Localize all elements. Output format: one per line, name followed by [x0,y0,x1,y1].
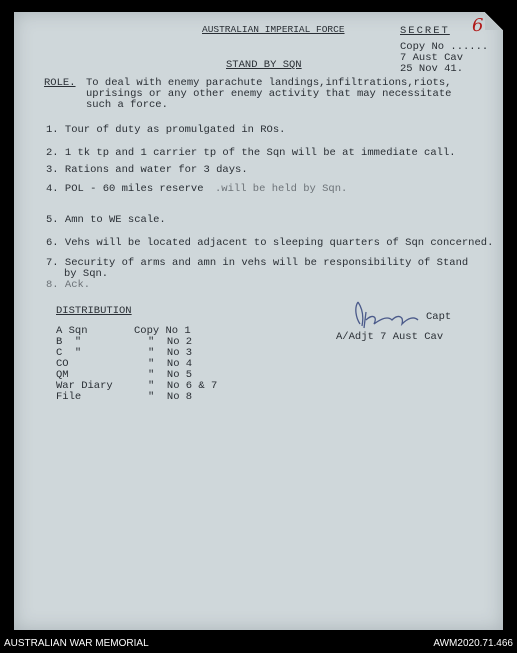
distribution-copy: " No 6 & 7 [148,380,218,392]
item-2: 2. 1 tk tp and 1 carrier tp of the Sqn will be at immediate call. [46,147,456,159]
distribution-title: DISTRIBUTION [56,305,132,317]
item-4: 4. POL - 60 miles reserve [46,183,204,195]
footer-left: AUSTRALIAN WAR MEMORIAL [4,638,149,649]
signature-title: A/Adjt 7 Aust Cav [336,331,444,343]
date: 25 Nov 41. [400,63,464,75]
distribution-to: QM [56,369,69,381]
item-6: 6. Vehs will be located adjacent to sleeping quarters of Sqn concerned. [46,237,494,249]
distribution-copy: " No 8 [148,391,193,403]
distribution-to: B " [56,336,82,348]
distribution-copy: " No 5 [148,369,193,381]
item-7-line-2: by Sqn. [64,268,109,280]
item-4-faint: .will be held by Sqn. [215,183,348,195]
header-title: AUSTRALIAN IMPERIAL FORCE [202,24,345,35]
role-line-2: uprisings or any other enemy activity that may necessitate [86,88,452,100]
item-1: 1. Tour of duty as promulgated in ROs. [46,124,286,136]
signature-rank: Capt [426,311,452,323]
role-line-3: such a force. [86,99,168,111]
item-5: 5. Amn to WE scale. [46,214,166,226]
signature [352,298,422,332]
distribution-to: File [56,391,82,403]
item-3: 3. Rations and water for 3 days. [46,164,248,176]
handwritten-copy-number: 6 [472,15,484,36]
role-line-1: To deal with enemy parachute landings,infiltrations,riots, [86,77,452,89]
distribution-copy: " No 3 [148,347,193,359]
distribution-to: C " [56,347,82,359]
distribution-copy: " No 4 [148,358,193,370]
document-page [14,12,503,630]
copy-label: Copy No ...... [400,41,489,53]
distribution-copy: Copy No 1 [134,325,191,337]
distribution-copy: " No 2 [148,336,193,348]
unit: 7 Aust Cav [400,52,464,64]
item-7-line-1: 7. Security of arms and amn in vehs will be responsibility of Stand [46,257,469,269]
subject: STAND BY SQN [226,59,302,71]
distribution-to: CO [56,358,69,370]
distribution-to: War Diary [56,380,113,392]
classification: SECRET [400,25,450,37]
distribution-to: A Sqn [56,325,88,337]
footer-right: AWM2020.71.466 [433,638,513,649]
role-label: ROLE. [44,77,76,89]
item-8: 8. Ack. [46,279,91,291]
